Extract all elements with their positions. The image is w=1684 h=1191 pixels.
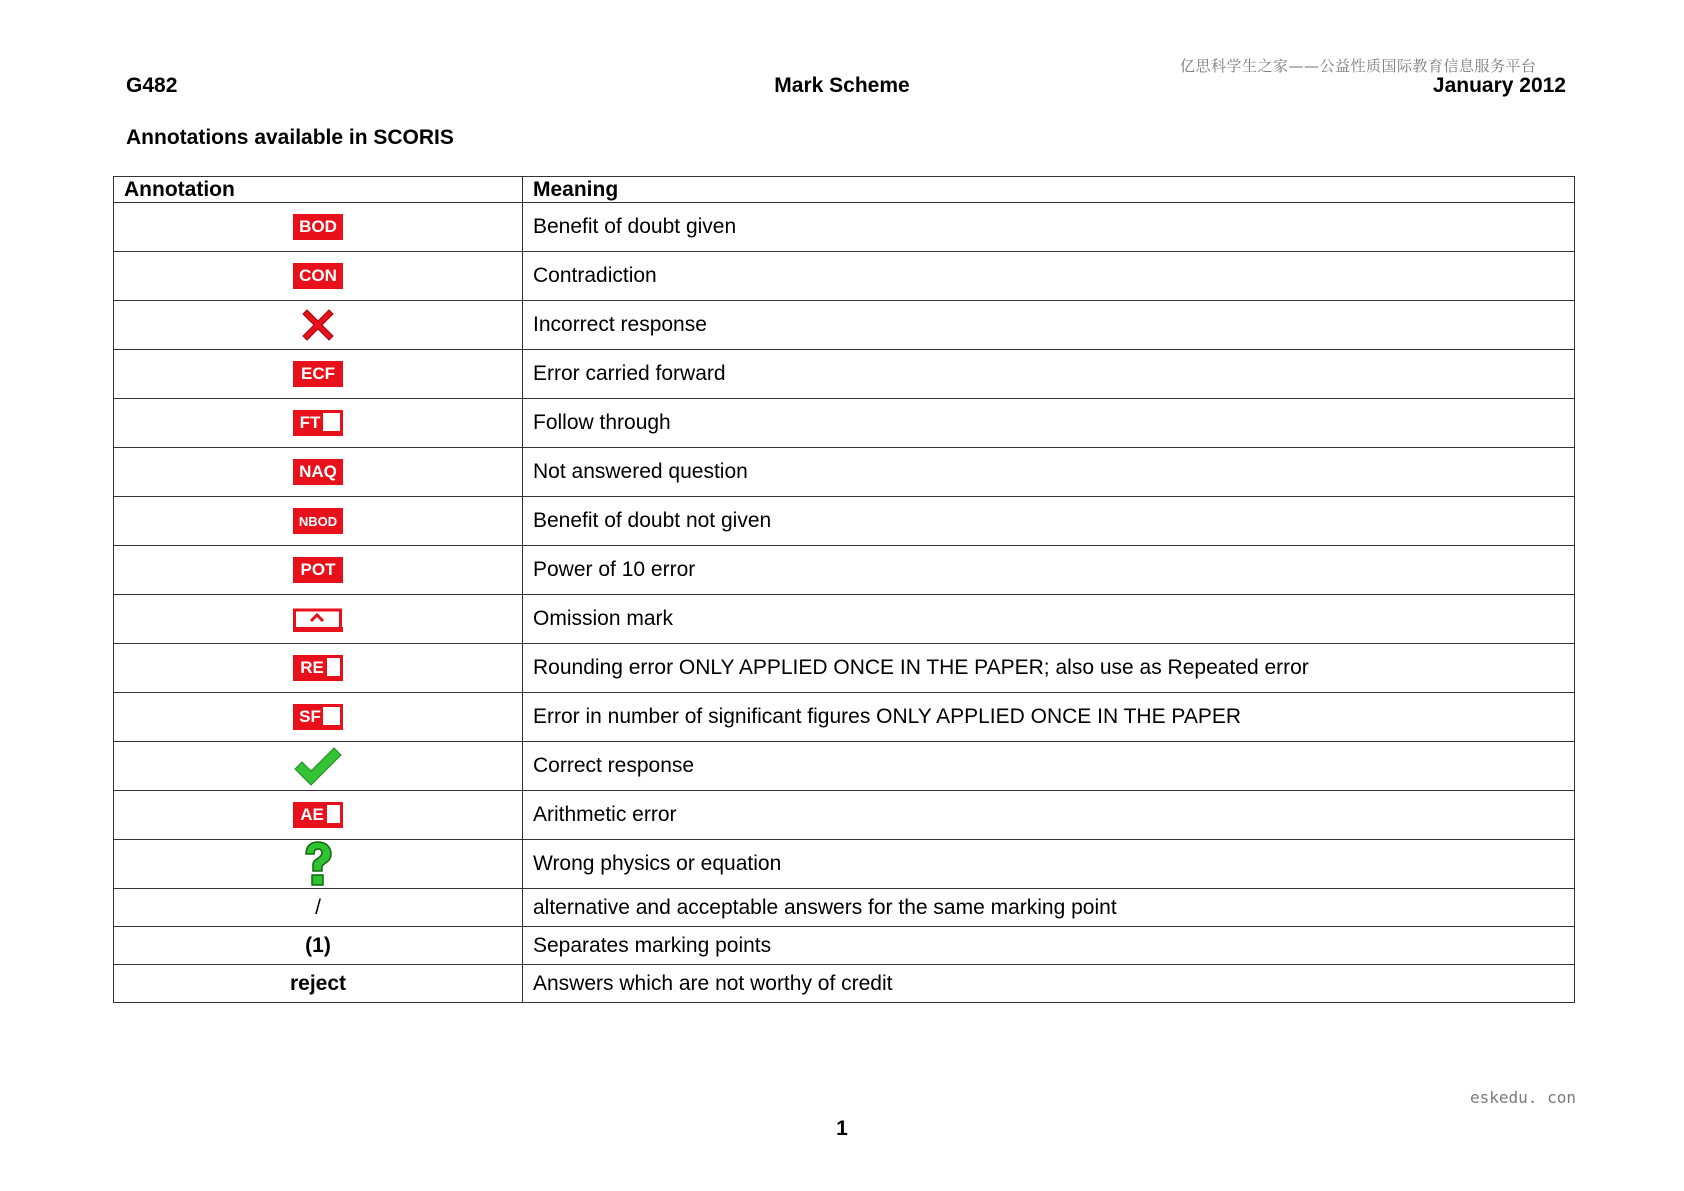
sf-stamp-icon — [293, 704, 343, 730]
green-tick-icon — [293, 745, 343, 787]
annotation-cell — [114, 301, 523, 350]
table-row — [114, 448, 1575, 497]
stamp-code-text: CON — [299, 266, 337, 285]
table-row — [114, 840, 1575, 889]
table-row — [114, 595, 1575, 644]
annotation-cell — [114, 889, 523, 927]
table-row — [114, 965, 1575, 1003]
meaning-cell: Error in number of significant figures ONLY APPLIED ONCE IN THE PAPER — [523, 693, 1575, 742]
green-question-mark-icon — [300, 841, 336, 887]
annotations-table-body — [114, 203, 1575, 1003]
table-row — [114, 497, 1575, 546]
stamp-code-text: ECF — [301, 364, 335, 383]
meaning-cell: Rounding error ONLY APPLIED ONCE IN THE PAPER; also use as Repeated error — [523, 644, 1575, 693]
table-row — [114, 203, 1575, 252]
table-row — [114, 927, 1575, 965]
table-row — [114, 252, 1575, 301]
annotations-table — [113, 176, 1575, 1003]
table-row — [114, 742, 1575, 791]
exam-date: January 2012 — [1432, 74, 1566, 97]
annotation-cell — [114, 791, 523, 840]
table-row — [114, 350, 1575, 399]
annotation-text: (1) — [305, 933, 331, 957]
meaning-cell: Correct response — [523, 742, 1575, 791]
meaning-cell: Answers which are not worthy of credit — [523, 965, 1575, 1003]
table-header-row — [114, 177, 1575, 203]
meaning-cell: Follow through — [523, 399, 1575, 448]
stamp-code-text: AE — [300, 805, 324, 824]
annotation-cell — [114, 448, 523, 497]
meaning-cell: Power of 10 error — [523, 546, 1575, 595]
watermark-bottom: eskedu. con — [1470, 1088, 1576, 1107]
stamp-code-text: NBOD — [298, 514, 338, 529]
meaning-cell: alternative and acceptable answers for the same marking point — [523, 889, 1575, 927]
ae-stamp-icon — [293, 802, 343, 828]
annotation-cell — [114, 497, 523, 546]
table-row — [114, 644, 1575, 693]
stamp-code-text: RE — [300, 658, 324, 677]
annotation-text: reject — [289, 971, 347, 995]
con-stamp-icon — [293, 263, 343, 289]
table-row — [114, 791, 1575, 840]
column-header-meaning: Meaning — [523, 177, 1575, 203]
stamp-code-text: FT — [299, 413, 321, 432]
annotation-cell — [114, 927, 523, 965]
table-row — [114, 546, 1575, 595]
meaning-cell: Incorrect response — [523, 301, 1575, 350]
table-row — [114, 693, 1575, 742]
re-stamp-icon — [293, 655, 343, 681]
meaning-cell: Benefit of doubt not given — [523, 497, 1575, 546]
meaning-cell: Separates marking points — [523, 927, 1575, 965]
stamp-code-text: NAQ — [299, 462, 337, 481]
annotation-cell — [114, 399, 523, 448]
meaning-cell: Not answered question — [523, 448, 1575, 497]
meaning-cell: Benefit of doubt given — [523, 203, 1575, 252]
annotation-cell — [114, 546, 523, 595]
watermark-top: 亿思科学生之家——公益性质国际教育信息服务平台 — [1180, 57, 1537, 75]
pot-stamp-icon — [293, 557, 343, 583]
meaning-cell: Contradiction — [523, 252, 1575, 301]
omission-caret-icon — [293, 606, 343, 632]
table-row — [114, 399, 1575, 448]
column-header-annotation: Annotation — [114, 177, 523, 203]
ft-stamp-icon — [293, 410, 343, 436]
stamp-code-text: POT — [300, 560, 336, 579]
annotation-cell — [114, 693, 523, 742]
annotation-cell — [114, 742, 523, 791]
annotation-cell — [114, 965, 523, 1003]
meaning-cell: Wrong physics or equation — [523, 840, 1575, 889]
annotation-cell — [114, 350, 523, 399]
bod-stamp-icon — [293, 214, 343, 240]
annotation-cell — [114, 644, 523, 693]
page-title: Mark Scheme — [774, 74, 910, 97]
annotation-cell — [114, 595, 523, 644]
annotation-cell — [114, 840, 523, 889]
section-title: Annotations available in SCORIS — [126, 126, 454, 149]
meaning-cell: Error carried forward — [523, 350, 1575, 399]
stamp-code-text: SF — [299, 707, 321, 726]
annotation-cell — [114, 252, 523, 301]
naq-stamp-icon — [293, 459, 343, 485]
stamp-code-text: BOD — [299, 217, 337, 236]
table-row — [114, 301, 1575, 350]
table-row — [114, 889, 1575, 927]
nbod-stamp-icon — [293, 508, 343, 534]
paper-code: G482 — [126, 74, 178, 97]
meaning-cell: Arithmetic error — [523, 791, 1575, 840]
page-number: 1 — [836, 1117, 848, 1140]
ecf-stamp-icon — [293, 361, 343, 387]
annotation-text: / — [315, 895, 321, 919]
annotation-cell — [114, 203, 523, 252]
red-cross-icon — [298, 305, 338, 345]
meaning-cell: Omission mark — [523, 595, 1575, 644]
